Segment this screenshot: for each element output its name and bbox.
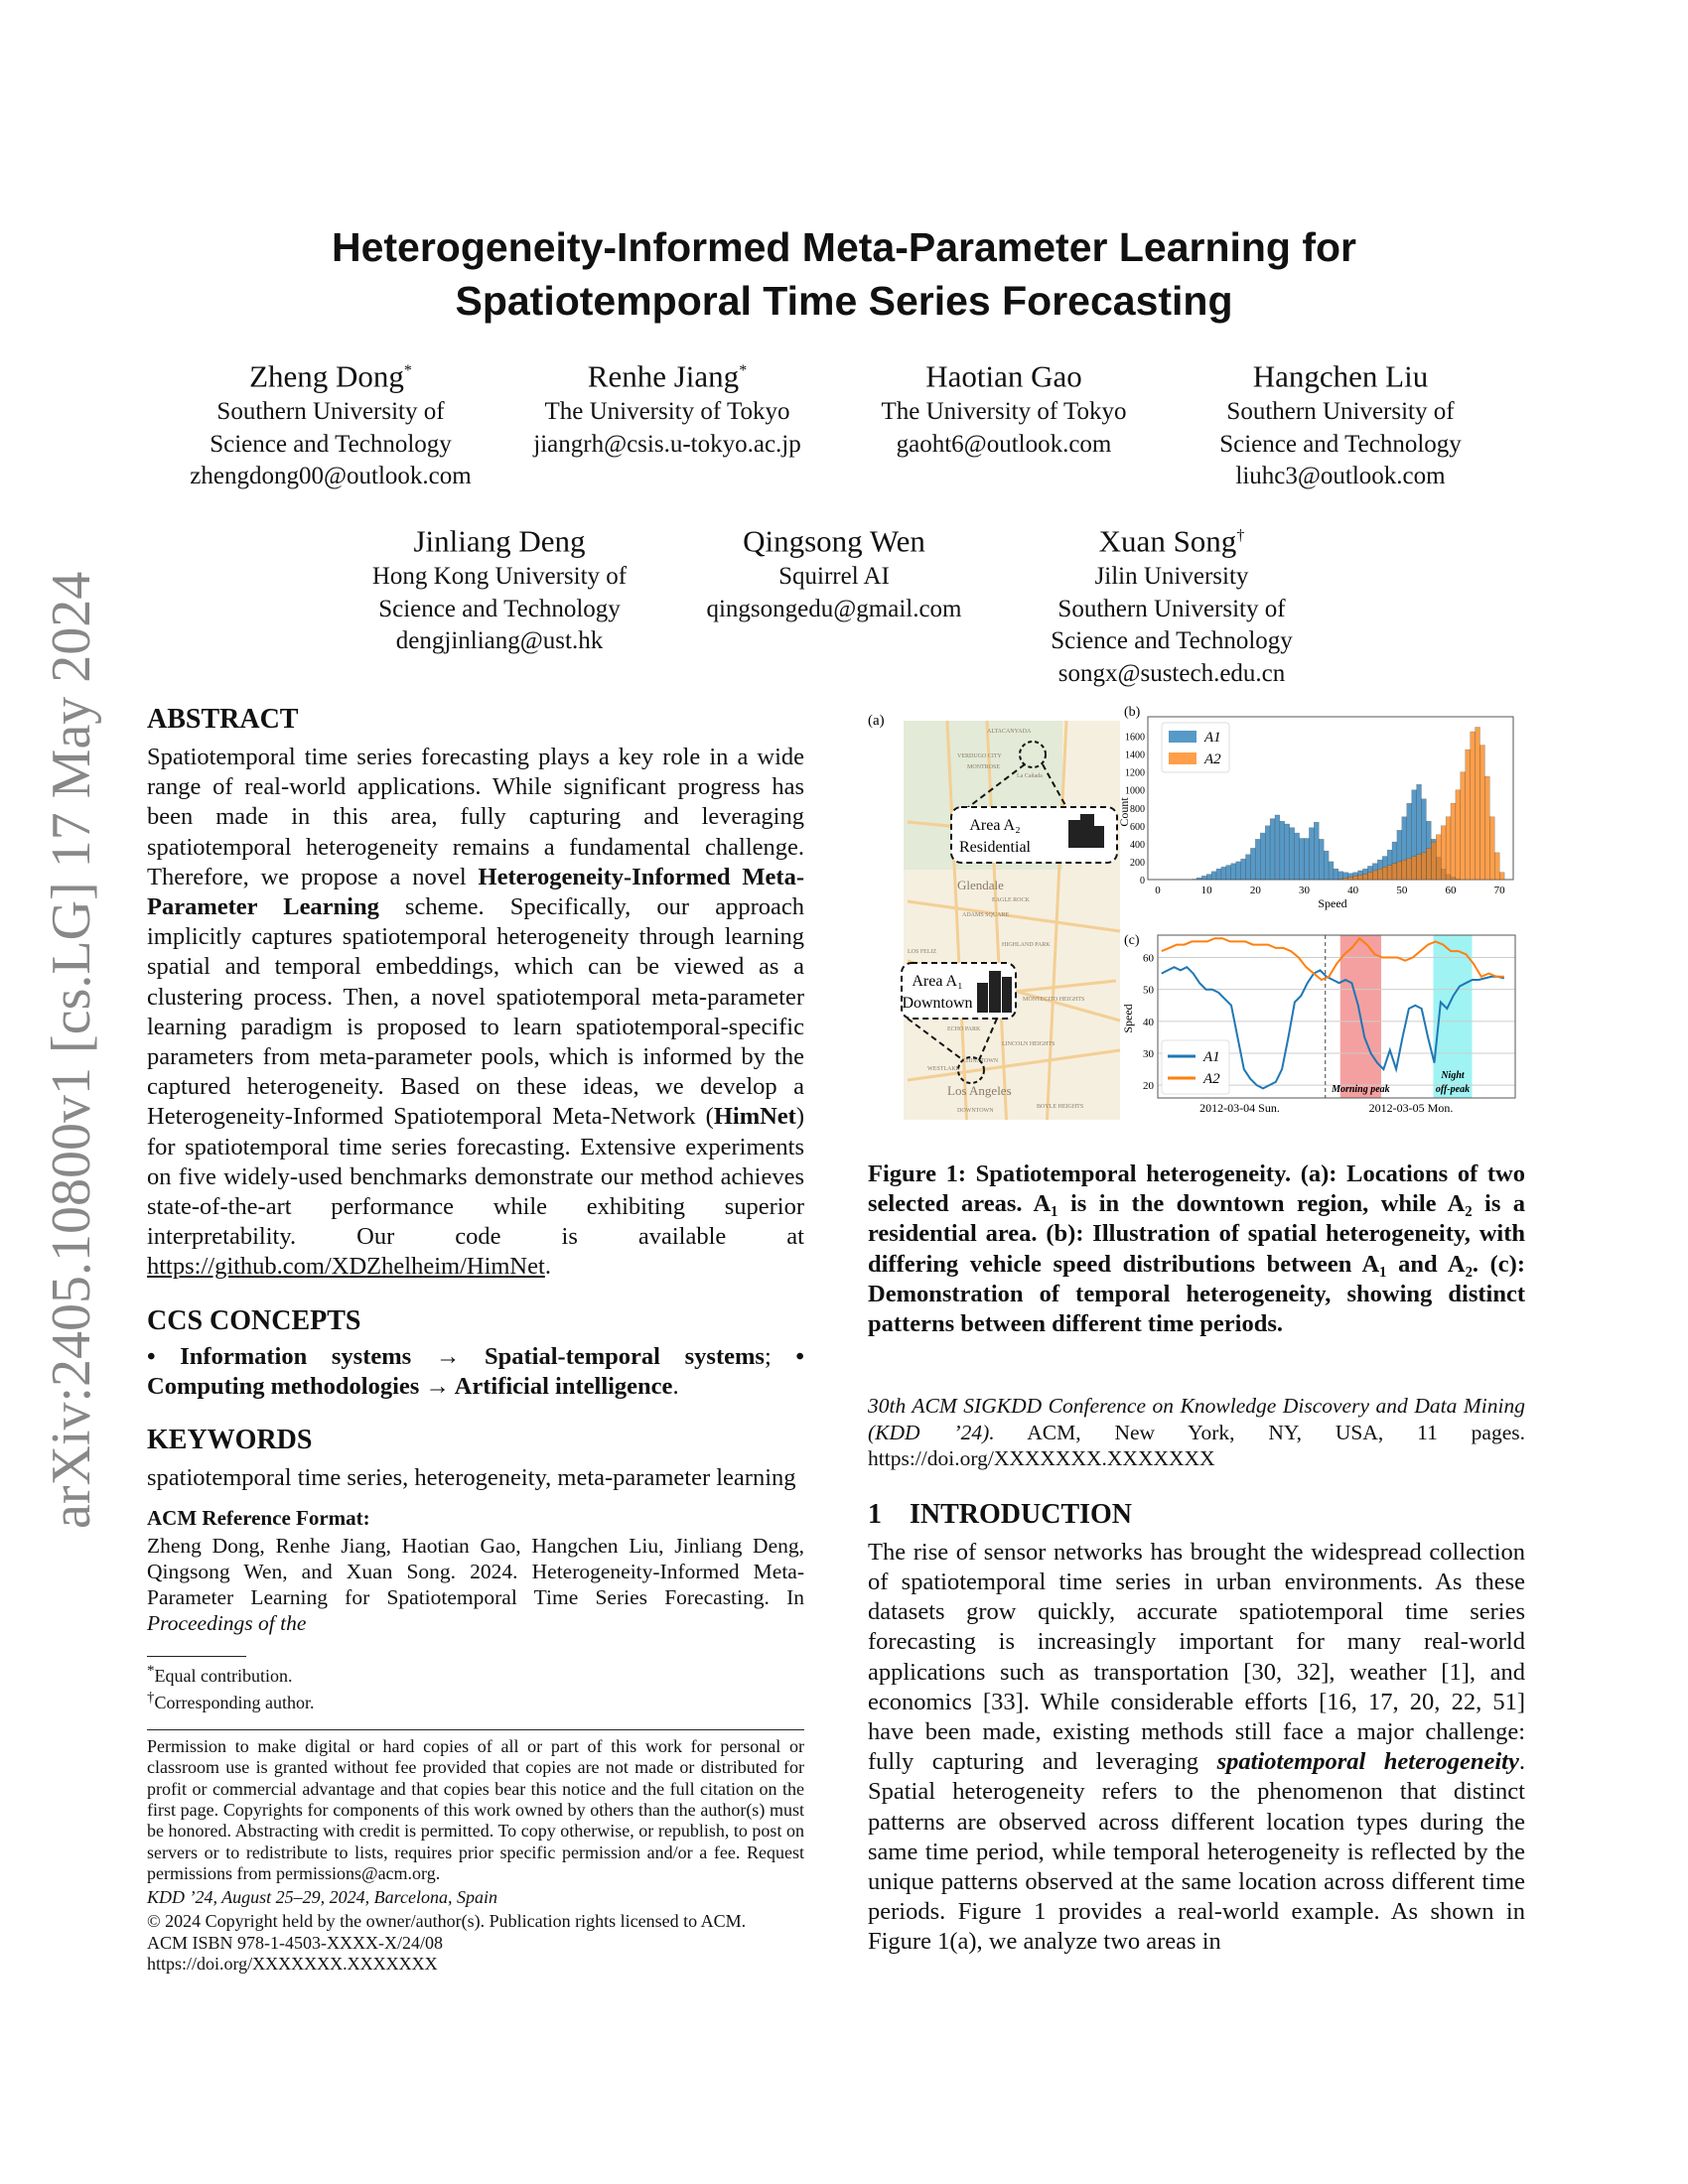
line-y-label: Speed — [1121, 1004, 1135, 1033]
author-affiliation: Jilin University — [1094, 563, 1249, 591]
line-x-tick: 2012-03-04 Sun. — [1199, 1101, 1280, 1115]
histogram-bar-A1 — [1211, 872, 1216, 880]
author-affiliation: Squirrel AI — [778, 563, 890, 591]
footnote-corresponding: †Corresponding author. — [147, 1689, 315, 1712]
histogram-bar-A2 — [1348, 877, 1353, 880]
histogram-bar-A2 — [1480, 746, 1485, 880]
histogram-x-label: Speed — [1318, 896, 1347, 910]
histogram-bar-A2 — [1343, 878, 1348, 880]
histogram-bar-A2 — [1466, 750, 1471, 880]
map-place-label: BOYLE HEIGHTS — [1037, 1104, 1084, 1110]
histogram-bar-A2 — [1397, 862, 1402, 880]
author-email: jiangrh@csis.u-tokyo.ac.jp — [533, 430, 801, 458]
footnote-equal: *Equal contribution. — [147, 1663, 293, 1687]
author-name: Qingsong Wen — [743, 523, 925, 559]
map-place-label: LINCOLN HEIGHTS — [1002, 1041, 1055, 1047]
ccs-heading: CCS CONCEPTS — [147, 1304, 361, 1336]
reference-heading: ACM Reference Format: — [147, 1506, 370, 1531]
histogram-bar-A1 — [1329, 862, 1334, 880]
code-link[interactable]: https://github.com/XDZhelheim/HimNet — [147, 1253, 545, 1281]
histogram-bar-A1 — [1260, 833, 1265, 880]
map-place-label: CHINATOWN — [962, 1058, 999, 1064]
permission-text: Permission to make digital or hard copies of all or part of this work for personal or classroom use is granted without fee provided that copies are not made or distributed for profit or commercial advantage and that copies bear this notice and the full citation on the first page. Copyrights for components of this work owned by others than the author(s) must be honored. Abstracting with credit is permitted. To copy otherwise, or republish, to post on servers or to redistribute to lists, requires prior specific permission and/or a fee. Request permissions from permissions@acm.org. — [147, 1736, 804, 1883]
isbn: ACM ISBN 978-1-4503-XXXX-X/24/08 — [147, 1932, 443, 1953]
building — [1068, 820, 1080, 848]
legend-swatch-A2 — [1169, 752, 1196, 764]
footnote-divider — [147, 1656, 246, 1657]
conference-info: 30th ACM SIGKDD Conference on Knowledge Discovery and Data Mining (KDD ’24). ACM, New York, NY, USA, 11 pages. https://doi.org/XXXXXXX.XXXXXXX — [868, 1394, 1526, 1471]
area-a1-label: Area A₁ — [912, 973, 963, 990]
histogram-bar-A1 — [1300, 838, 1305, 880]
histogram-bar-A1 — [1280, 821, 1285, 880]
line-y-tick: 60 — [1143, 952, 1154, 965]
histogram-bar-A2 — [1402, 860, 1407, 880]
legend-label-A2: A2 — [1203, 1071, 1220, 1087]
author-name: Renhe Jiang* — [587, 358, 748, 394]
abstract-text: Spatiotemporal time series forecasting plays a key role in a wide range of real-world applications. While significant progress has been made in this area, fully capturing and leveraging spatiotemporal heterogeneity remains a fundamental challenge. Therefore, we propose a novel Heterogeneity-Informed Meta-Parameter Learning scheme. Specifically, our approach implicitly captures spatiotemporal heterogeneity through learning spatial and temporal embeddings, which can be viewed as a clustering process. Then, a novel spatiotemporal meta-parameter learning paradigm is proposed to learn spatiotemporal-specific parameters from meta-parameter pools, which is informed by the captured heterogeneity. Based on these ideas, we develop a Heterogeneity-Informed Spatiotemporal Meta-Network (HimNet) for spatiotemporal time series forecasting. Extensive experiments on five widely-used benchmarks demonstrate our method achieves state-of-the-art performance while exhibiting superior interpretability. Our code is available at https://github.com/XDZhelheim/HimNet. — [147, 744, 804, 1281]
map-place-label: VERDUGO CITY — [957, 753, 1002, 759]
map-place-label: DOWNTOWN — [957, 1108, 994, 1114]
map-place-label: ALTACANYADA — [987, 729, 1032, 735]
histogram-bar-A1 — [1201, 876, 1206, 880]
keywords-heading: KEYWORDS — [147, 1425, 313, 1456]
legend-label-A1: A1 — [1203, 1049, 1220, 1065]
keywords-text: spatiotemporal time series, heterogeneity, meta-parameter learning — [147, 1464, 796, 1492]
author-block — [331, 518, 668, 658]
building — [989, 971, 1001, 1013]
histogram-bar-A2 — [1426, 848, 1431, 880]
histogram-bar-A2 — [1372, 871, 1377, 880]
panel-label-b: (b) — [1124, 705, 1141, 720]
histogram-y-tick: 800 — [1130, 803, 1145, 815]
histogram-bar-A2 — [1353, 876, 1358, 880]
author-email: qingsongedu@gmail.com — [706, 595, 962, 622]
map-place-label: ECHO PARK — [947, 1026, 981, 1032]
histogram-bar-A1 — [1319, 839, 1324, 880]
author-block — [1172, 353, 1509, 493]
map-place-label: Los Angeles — [947, 1083, 1012, 1098]
area-a2-label: Area A₂ — [969, 817, 1021, 834]
author-affiliation: The University of Tokyo — [881, 398, 1127, 426]
figure-1 — [868, 703, 1525, 1120]
histogram-bar-A1 — [1216, 869, 1221, 880]
histogram-bar-A2 — [1377, 869, 1382, 880]
figure-caption: Figure 1: Spatiotemporal heterogeneity. (a): Locations of two selected areas. A₁ is in the downtown region, while A₂ is a residential area. (b): Illustration of spatial heterogeneity, with differing vehicle speed distributions between A₁ and A₂. (c): Demonstration of temporal heterogeneity, showing distinct patterns between different time periods. — [868, 1160, 1525, 1338]
histogram-bar-A2 — [1417, 855, 1422, 880]
author-email: dengjinliang@ust.hk — [395, 627, 604, 655]
histogram-bar-A2 — [1476, 728, 1480, 880]
line-x-tick: 2012-03-05 Mon. — [1368, 1101, 1454, 1115]
author-email: zhengdong00@outlook.com — [190, 463, 472, 490]
line-y-tick: 30 — [1143, 1047, 1154, 1060]
histogram-x-tick: 40 — [1347, 885, 1359, 896]
author-affiliation: Southern University of — [1226, 398, 1455, 426]
histogram-x-tick: 50 — [1396, 885, 1408, 896]
histogram-bar-A2 — [1387, 866, 1392, 880]
morning-peak-label: Morning peak — [1332, 1084, 1390, 1095]
histogram-y-tick: 1200 — [1125, 767, 1145, 779]
building — [1002, 977, 1012, 1013]
author-block — [665, 518, 1003, 625]
histogram-bar-A1 — [1338, 872, 1343, 880]
histogram-bar-A1 — [1206, 875, 1211, 880]
histogram-x-tick: 20 — [1249, 885, 1261, 896]
author-name: Hangchen Liu — [1252, 358, 1429, 394]
area-a1-type: Downtown — [902, 995, 973, 1012]
histogram-bar-A2 — [1461, 772, 1466, 880]
histogram-bar-A1 — [1334, 869, 1338, 880]
map-place-label: Glendale — [957, 878, 1004, 892]
author-name: Xuan Song† — [1098, 523, 1245, 559]
histogram-bar-A1 — [1324, 851, 1329, 880]
histogram-bar-A1 — [1305, 838, 1310, 880]
histogram-bar-A1 — [1275, 815, 1280, 880]
line-y-tick: 20 — [1143, 1080, 1154, 1093]
histogram-bar-A2 — [1338, 879, 1343, 880]
histogram-bar-A2 — [1412, 857, 1417, 880]
histogram-y-tick: 1600 — [1125, 732, 1145, 744]
map-place-label: LOS FELIZ — [908, 949, 937, 955]
permission-divider — [147, 1729, 804, 1730]
author-affiliation: Science and Technology — [210, 430, 452, 458]
histogram-bar-A1 — [1290, 828, 1295, 880]
author-affiliation: Science and Technology — [1051, 627, 1293, 655]
introduction-text: The rise of sensor networks has brought the widespread collection of spatiotemporal time series in urban environments. As these datasets grow quickly, accurate spatiotemporal time series forecasting is increasingly important for many real-world applications such as transportation [30, 32], weather [1], and economics [33]. While considerable efforts [16, 17, 20, 22, 51] have been made, existing methods still face a major challenge: fully capturing and leveraging spatiotemporal heterogeneity. Spatial heterogeneity refers to the phenomenon that distinct patterns are observed across different location types during the same time period, while temporal heterogeneity is reflected by the unique patterns observed at the same location across different time periods. Figure 1 provides a real-world example. As shown in Figure 1(a), we analyze two areas in — [868, 1538, 1525, 1956]
author-affiliation: The University of Tokyo — [544, 398, 790, 426]
author-name: Haotian Gao — [925, 358, 1082, 394]
line-y-tick: 50 — [1143, 984, 1154, 997]
author-block — [835, 353, 1173, 461]
legend-swatch-A1 — [1169, 731, 1196, 743]
author-block — [162, 353, 499, 493]
building — [1094, 826, 1104, 848]
paper-title: Heterogeneity-Informed Meta-Parameter Learning for Spatiotemporal Time Series Forecasting — [331, 224, 1357, 324]
histogram-y-tick: 1000 — [1125, 785, 1145, 797]
map-place-label: HIGHLAND PARK — [1002, 942, 1051, 948]
copyright: © 2024 Copyright held by the owner/author(s). Publication rights licensed to ACM. — [147, 1911, 747, 1932]
abstract-heading: ABSTRACT — [147, 704, 299, 735]
histogram-x-tick: 60 — [1445, 885, 1457, 896]
histogram-x-tick: 0 — [1155, 885, 1161, 896]
right-column — [868, 1160, 1525, 1958]
histogram-bar-A1 — [1270, 819, 1275, 880]
author-name: Zheng Dong* — [249, 358, 412, 394]
histogram-bar-A2 — [1446, 817, 1451, 880]
histogram-bar-A2 — [1358, 875, 1363, 880]
histogram-bar-A2 — [1471, 732, 1476, 880]
histogram-y-tick: 0 — [1140, 876, 1145, 887]
author-block — [498, 353, 836, 461]
map-place-label: MONTECITO HEIGHTS — [1023, 997, 1085, 1003]
histogram-bar-A2 — [1441, 826, 1446, 880]
histogram-bar-A1 — [1309, 828, 1314, 880]
histogram-bar-A1 — [1231, 864, 1236, 880]
legend-label-A1: A1 — [1204, 730, 1221, 746]
histogram-bar-A2 — [1436, 835, 1441, 880]
histogram-y-label: Count — [1117, 797, 1131, 827]
author-email: songx@sustech.edu.cn — [1057, 659, 1286, 687]
author-affiliation: Southern University of — [1057, 595, 1286, 622]
histogram-bar-A2 — [1422, 853, 1427, 880]
figure-svg — [868, 703, 1525, 1120]
histogram-bar-A1 — [1241, 859, 1246, 880]
map-place-label: MONTROSE — [967, 764, 1001, 770]
off-peak-label: off-peak — [1435, 1084, 1471, 1095]
line-y-tick: 40 — [1143, 1016, 1154, 1028]
ccs-text: • Information systems → Spatial-temporal systems; • Computing methodologies → Artificial intelligence. — [147, 1342, 804, 1400]
author-affiliation: Hong Kong University of — [371, 563, 628, 591]
histogram-bar-A2 — [1484, 776, 1489, 880]
map-place-label: WESTLAKE — [927, 1066, 960, 1072]
histogram-bar-A2 — [1489, 817, 1494, 880]
histogram-bar-A2 — [1451, 803, 1456, 880]
author-email: gaoht6@outlook.com — [896, 430, 1112, 458]
histogram-bar-A1 — [1221, 867, 1226, 880]
author-affiliation: Southern University of — [216, 398, 445, 426]
area-a2-type: Residential — [959, 839, 1031, 856]
histogram-y-tick: 200 — [1130, 857, 1145, 869]
left-column — [147, 703, 804, 1975]
panel-label-c: (c) — [1124, 933, 1140, 948]
histogram-bar-A1 — [1314, 822, 1319, 880]
author-name: Jinliang Deng — [413, 523, 586, 559]
histogram-bar-A1 — [1285, 824, 1290, 880]
histogram-bar-A2 — [1363, 875, 1368, 880]
night-label: Night — [1441, 1070, 1465, 1081]
map-place-label: La Cañada — [1017, 773, 1043, 779]
histogram-bar-A2 — [1392, 864, 1397, 880]
histogram-y-tick: 600 — [1130, 821, 1145, 833]
doi: https://doi.org/XXXXXXX.XXXXXXX — [147, 1954, 438, 1975]
map-place-label: ADAMS SQUARE — [962, 912, 1010, 918]
histogram-bar-A1 — [1265, 826, 1270, 880]
map-place-label: EAGLE ROCK — [992, 897, 1030, 903]
histogram-bar-A1 — [1226, 866, 1231, 880]
histogram-bar-A2 — [1456, 790, 1461, 880]
arxiv-identifier: arXiv:2405.10800v1 [cs.LG] 17 May 2024 — [41, 571, 102, 1529]
histogram-bar-A1 — [1255, 839, 1260, 880]
author-block — [1003, 518, 1340, 690]
histogram-bar-A1 — [1246, 855, 1251, 880]
histogram-x-tick: 30 — [1299, 885, 1310, 896]
histogram-y-tick: 400 — [1130, 839, 1145, 851]
author-affiliation: Science and Technology — [378, 595, 621, 622]
building — [1080, 814, 1094, 848]
histogram-x-tick: 10 — [1200, 885, 1212, 896]
histogram-bar-A2 — [1367, 873, 1372, 880]
histogram-x-tick: 70 — [1493, 885, 1505, 896]
reference-text: Zheng Dong, Renhe Jiang, Haotian Gao, Hangchen Liu, Jinliang Deng, Qingsong Wen, and Xuan Song. 2024. Heterogeneity-Informed Meta-Parameter Learning for Spatiotemporal Time Series Forecasting. In Proceedings of the — [147, 1534, 804, 1636]
histogram-bar-A1 — [1295, 833, 1300, 880]
introduction-heading: 1 INTRODUCTION — [868, 1498, 1133, 1530]
histogram-bar-A2 — [1407, 858, 1412, 880]
author-email: liuhc3@outlook.com — [1235, 463, 1446, 490]
venue: KDD ’24, August 25–29, 2024, Barcelona, Spain — [147, 1887, 497, 1908]
histogram-bar-A2 — [1499, 873, 1504, 880]
legend-label-A2: A2 — [1204, 751, 1221, 767]
histogram-bar-A2 — [1382, 867, 1387, 880]
building — [977, 983, 988, 1013]
author-affiliation: Science and Technology — [1219, 430, 1462, 458]
panel-label-a: (a) — [868, 713, 885, 729]
histogram-bar-A1 — [1236, 862, 1241, 880]
histogram-bar-A2 — [1494, 853, 1499, 880]
histogram-bar-A1 — [1196, 878, 1201, 880]
histogram-y-tick: 1400 — [1125, 750, 1145, 761]
histogram-bar-A2 — [1431, 842, 1436, 880]
histogram-bar-A1 — [1250, 848, 1255, 880]
